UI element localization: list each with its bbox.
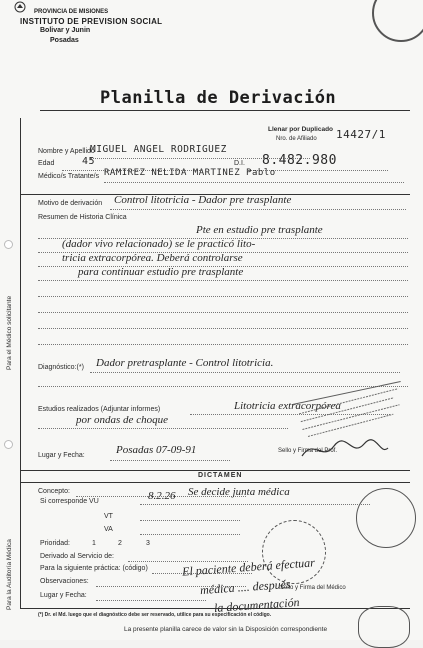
vt-line: [140, 520, 240, 521]
lugar-value: Posadas 07-09-91: [116, 444, 197, 456]
resumen-line-3: tricia extracorpórea. Deberá controlarse: [62, 252, 243, 264]
afiliado-value: 14427/1: [336, 128, 386, 141]
sello-label: Sello y Firma del Prof.: [278, 448, 338, 454]
derivado-label: Derivado al Servicio de:: [40, 553, 114, 560]
header-institute: INSTITUTO DE PREVISION SOCIAL: [20, 17, 163, 26]
concepto-label: Concepto:: [38, 488, 70, 495]
title-underline: [40, 110, 410, 111]
diagnostico-value: Dador pretrasplante - Control litotricia.: [96, 357, 274, 369]
director-stamp: [356, 488, 416, 548]
si-corresponde-label: Si corresponde VU: [40, 498, 99, 505]
dictamen-top-rule: [20, 470, 410, 471]
medico-line: [104, 182, 404, 183]
lugar-line: [110, 460, 230, 461]
estudios-value-2: por ondas de choque: [76, 414, 168, 426]
signature-icon: [300, 436, 390, 464]
estudios-label: Estudios realizados (Adjuntar informes): [38, 406, 161, 413]
va-line: [140, 534, 240, 535]
resumen-rule-7: [38, 328, 408, 329]
resumen-rule-6: [38, 312, 408, 313]
form-left-border: [20, 118, 21, 608]
estudios-value-1: Litotricia extracorpórea: [234, 400, 341, 412]
observaciones-label: Observaciones:: [40, 578, 89, 585]
nombre-label: Nombre y Apellido: [38, 148, 95, 155]
footer-rule: [20, 608, 410, 609]
prioridad-option-2: 2: [118, 540, 122, 547]
side-label-solicitante: Para el Médico solicitante: [6, 295, 13, 370]
motivo-line: [110, 209, 406, 210]
resumen-label: Resumen de Historia Clínica: [38, 214, 127, 221]
lugar-label: Lugar y Fecha:: [38, 452, 85, 459]
decision-line: [140, 504, 370, 505]
edad-label: Edad: [38, 160, 55, 167]
prestador-label: Para la siguiente práctica: (código): [40, 565, 148, 572]
dictamen-bottom-rule: [20, 482, 410, 483]
prioridad-label: Prioridad:: [40, 540, 70, 547]
di-label: D.I.: [234, 160, 245, 167]
coat-of-arms-icon: [14, 0, 26, 12]
prioridad-option-3: 3: [146, 540, 150, 547]
edad-value: 45: [82, 156, 96, 167]
doctor-stamp: [293, 381, 409, 444]
resumen-line-1: Pte en estudio pre trasplante: [196, 224, 323, 236]
diagnostico-line-2: [38, 386, 408, 387]
medico-label: Médico/s Tratante/s: [38, 173, 100, 180]
motivo-value: Control litotricia - Dador pre trasplante: [114, 194, 292, 206]
medico-value: RAMIREZ NELIDA MARTINEZ Pablo: [104, 168, 276, 178]
dictamen-lugar-line: [96, 600, 206, 601]
diagnostico-line: [90, 372, 400, 373]
observaciones-value-3: la documentación: [213, 595, 301, 615]
resumen-line-2: (dador vivo relacionado) se le practicó lito-: [62, 238, 256, 250]
motivo-label: Motivo de derivación: [38, 200, 103, 207]
resumen-rule-8: [38, 344, 408, 345]
official-stamp: [372, 0, 423, 42]
di-value: 8.482.980: [262, 153, 337, 168]
page-title: Planilla de Derivación: [100, 88, 337, 108]
side-label-auditoria: Para la Auditoría Médica: [6, 539, 13, 610]
bottom-stamp: [358, 606, 410, 648]
sello-medico-label: Sello y Firma del Médico: [280, 585, 346, 591]
header-city: Posadas: [50, 37, 79, 44]
diagnostico-label: Diagnóstico:(*): [38, 364, 84, 371]
header-address: Bolivar y Junin: [40, 27, 91, 34]
dictamen-title: DICTAMEN: [198, 472, 243, 479]
nombre-value: MIGUEL ANGEL RODRIGUEZ: [90, 144, 227, 155]
resumen-rule-5: [38, 296, 408, 297]
afiliado-label: Nro. de Afiliado: [276, 136, 317, 142]
decision-value: Se decide junta médica: [188, 486, 290, 498]
va-label: VA: [104, 526, 113, 533]
resumen-rule-4: [38, 280, 408, 281]
observaciones-value-1: El paciente deberá efectuar: [181, 555, 316, 579]
prioridad-option-1: 1: [92, 540, 96, 547]
estudios-line-2: [38, 428, 288, 429]
resumen-line-4: para continuar estudio pre trasplante: [78, 266, 244, 278]
dictamen-lugar-label: Lugar y Fecha:: [40, 592, 87, 599]
observaciones-value-2: médica .... después: [199, 576, 291, 598]
vt-label: VT: [104, 513, 113, 520]
header-province: PROVINCIA DE MISIONES: [34, 9, 109, 15]
auditoria-stamp: [262, 520, 326, 584]
punch-hole: [4, 240, 13, 249]
code-value: 8.2.26: [148, 490, 176, 502]
top-note: Llenar por Duplicado: [268, 126, 334, 133]
punch-hole: [4, 440, 13, 449]
footnote-1: (*) Dr. el Md. luego que el diagnóstico debe ser reservado, utilice para su especificación el código.: [38, 612, 272, 618]
footnote-2: La presente planilla carece de valor sin la Disposición correspondiente: [124, 626, 328, 633]
